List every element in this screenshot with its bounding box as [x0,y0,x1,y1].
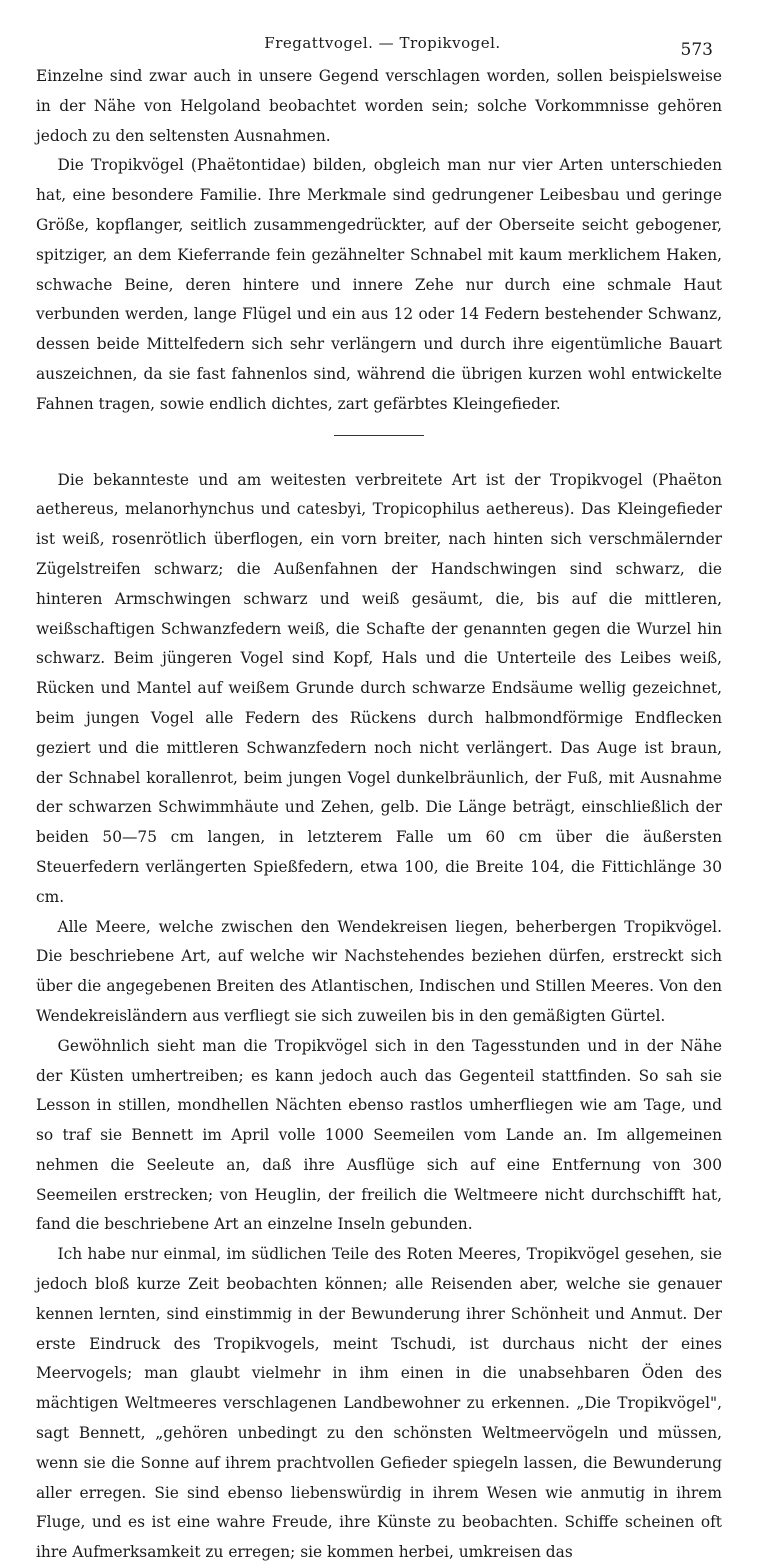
paragraph: Alle Meere, welche zwischen den Wendekreisen liegen, beherbergen Tropikvögel. Die beschriebene Art, auf welche wir Nachstehendes beziehen dürfen, erstreckt sich über die angegebenen Breiten des Atlantischen, Indischen und Stillen Meeres. Von den Wendekreisländern aus verfliegt sie sich zuweilen bis in den gemäßigten Gürtel. [36,917,722,1025]
paragraph: Einzelne sind zwar auch in unsere Gegend verschlagen worden, sollen beispielsweise in der Nähe von Helgoland beobachtet worden sein; solche Vorkommnisse gehören jedoch zu den seltensten Ausnahmen. [36,67,722,145]
section-divider [334,435,424,436]
paragraph: Ich habe nur einmal, im südlichen Teile des Roten Meeres, Tropikvögel gesehen, sie jedoch bloß kurze Zeit beobachten können; alle Reisenden aber, welche sie genauer kennen lernten, sind einstimmig in der Bewunderung ihrer Schönheit und Anmut. Der erste Eindruck des Tropikvogels, meint Tschudi, ist durchaus nicht der eines Meervogels; man glaubt vielmehr in ihm einen in die unabsehbaren Öden des mächtigen Weltmeeres verschlagenen Landbewohner zu erkennen. „Die Tropikvögel", sagt Bennett, „gehören unbedingt zu den schönsten Weltmeervögeln und müssen, wenn sie die Sonne auf ihrem prachtvollen Gefieder spiegeln lassen, die Bewunderung aller erregen. Sie sind ebenso liebenswürdig in ihrem Wesen wie anmutig in ihrem Fluge, und es ist eine wahre Freude, ihre Künste zu beobachten. Schiffe scheinen oft ihre Aufmerksamkeit zu erregen; sie kommen herbei, umkreisen das [36,1245,722,1562]
paragraph: Die Tropikvögel (Phaëtontidae) bilden, obgleich man nur vier Arten unterschieden hat, eine besondere Familie. Ihre Merkmale sind gedrungener Leibesbau und geringe Größe, kopflanger, seitlich zusammengedrückter, auf der Oberseite seicht gebogener, spitziger, an dem Kieferrande fein gezähnelter Schnabel mit kaum merklichem Haken, schwache Beine, deren hintere und innere Zehe nur durch eine schmale Haut verbunden werden, lange Flügel und ein aus 12 oder 14 Federn bestehender Schwanz, dessen beide Mittelfedern sich sehr verlängern und durch ihre eigentümliche Bauart auszeichnen, da sie fast fahnenlos sind, während die übrigen kurzen wohl entwickelte Fahnen tragen, sowie endlich dichtes, zart gefärbtes Kleingefieder. [36,156,722,413]
running-title: Fregattvogel. — Tropikvogel. [264,34,501,52]
paragraph: Gewöhnlich sieht man die Tropikvögel sich in den Tagesstunden und in der Nähe der Küsten umhertreiben; es kann jedoch auch das Gegenteil stattfinden. So sah sie Lesson in stillen, mondhellen Nächten ebenso rastlos umherfliegen wie am Tage, und so traf sie Bennett im April volle 1000 Seemeilen vom Lande an. Im allgemeinen nehmen die Seeleute an, daß ihre Ausflüge sich auf eine Entfernung von 300 Seemeilen erstrecken; von Heuglin, der freilich die Weltmeere nicht durchschifft hat, fand die beschriebene Art an einzelne Inseln gebunden. [36,1036,722,1234]
page-header [40,30,725,60]
paragraph: Die bekannteste und am weitesten verbreitete Art ist der Tropikvogel (Phaëton aethereus, melanorhynchus und catesbyi, Tropicophilus aethereus). Das Kleingefieder ist weiß, rosenrötlich überflogen, ein vorn breiter, nach hinten sich verschmälernder Zügelstreifen schwarz; die Außenfahnen der Handschwingen sind schwarz, die hinteren Armschwingen schwarz und weiß gesäumt, die, bis auf die mittleren, weißschaftigen Schwanzfedern weiß, die Schafte der genannten gegen die Wurzel hin schwarz. Beim jüngeren Vogel sind Kopf, Hals und die Unterteile des Leibes weiß, Rücken und Mantel auf weißem Grunde durch schwarze Endsäume wellig gezeichnet, beim jungen Vogel alle Federn des Rückens durch halbmondförmige Endflecken geziert und die mittleren Schwanzfedern noch nicht verlängert. Das Auge ist braun, der Schnabel korallenrot, beim jungen Vogel dunkelbräunlich, der Fuß, mit Ausnahme der schwarzen Schwimmhäute und Zehen, gelb. Die Länge beträgt, einschließlich der beiden 50—75 cm langen, in letzterem Falle um 60 cm über die äußersten Steuerfedern verlängerten Spießfedern, etwa 100, die Breite 104, die Fittichlänge 30 cm. [36,470,722,906]
page-number: 573 [680,40,713,60]
page-body [36,62,722,1568]
